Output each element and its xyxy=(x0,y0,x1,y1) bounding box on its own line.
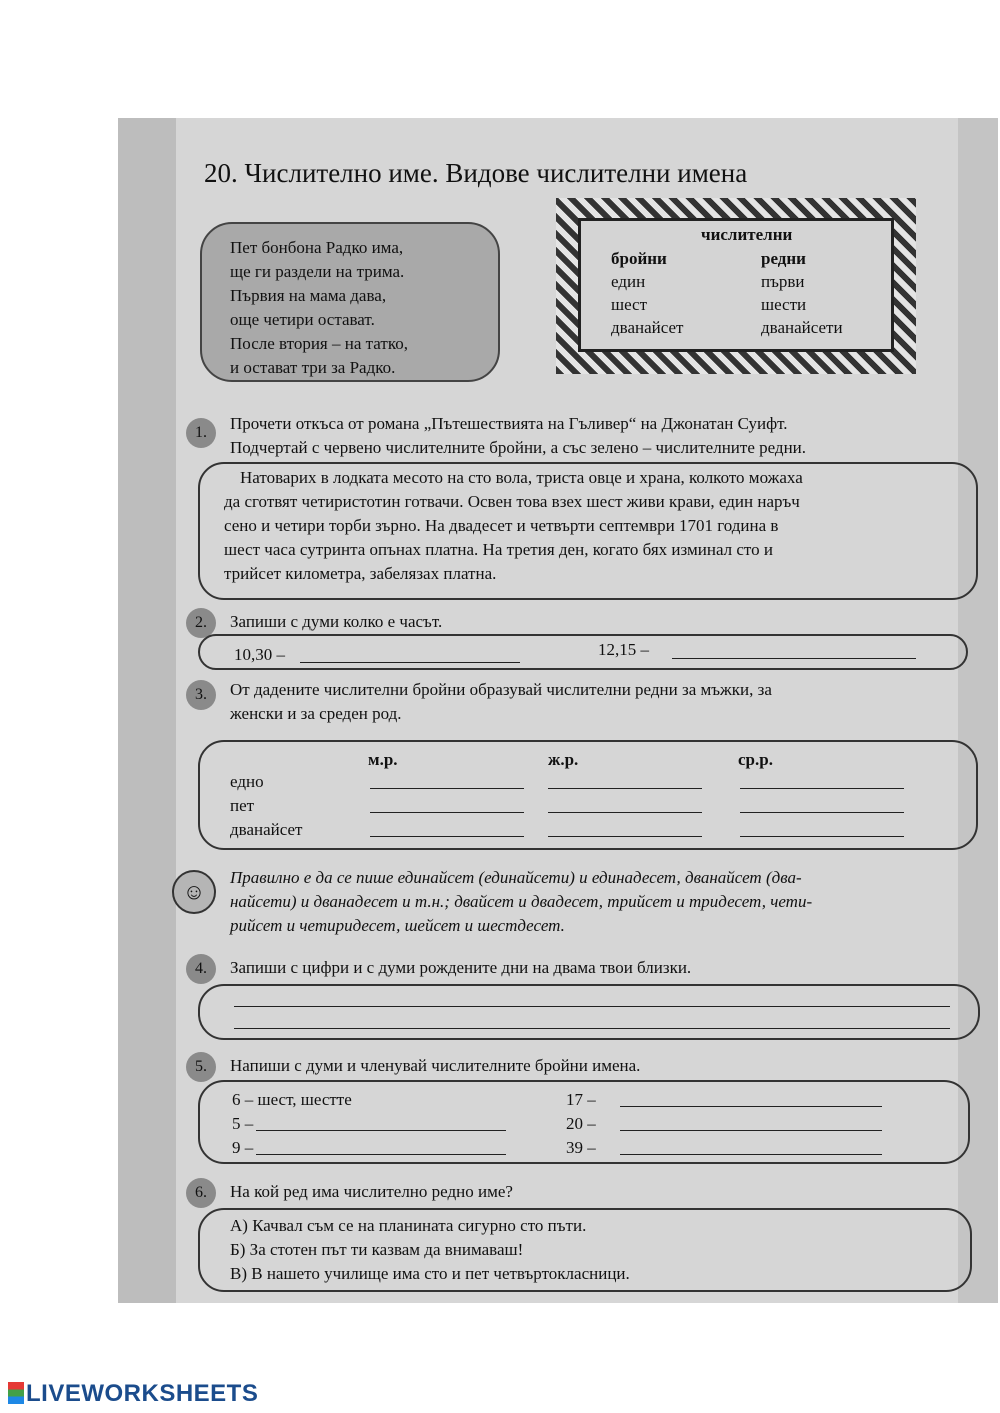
q6-option[interactable]: А) Качвал съм се на планината сигурно сто пъти. xyxy=(230,1216,587,1235)
table-cell: шест xyxy=(611,295,648,314)
poem-line: и остават три за Радко. xyxy=(230,358,396,377)
answer-line[interactable] xyxy=(620,1154,882,1155)
q2-answer-box xyxy=(198,634,968,670)
q1-instructions xyxy=(230,412,806,460)
q6-options-box xyxy=(198,1208,972,1292)
q5-item: 9 – xyxy=(232,1138,254,1157)
q2-label-b: 12,15 – xyxy=(598,640,649,659)
poem-line: ще ги раздели на трима. xyxy=(230,262,405,281)
passage-line: Натоварих в лодката месото на сто вола, триста овце и храна, колкото можаха xyxy=(240,468,803,487)
q2-instructions: Запиши с думи колко е часът. xyxy=(230,612,443,631)
answer-line[interactable] xyxy=(234,1028,950,1029)
q2-answer-line-a[interactable] xyxy=(300,662,520,663)
answer-line[interactable] xyxy=(740,836,904,837)
q3-row-label: пет xyxy=(230,796,255,815)
table-cell: дванайсет xyxy=(611,318,684,337)
q5-answer-box xyxy=(198,1080,970,1164)
q3-header-fem: ж.р. xyxy=(548,750,579,769)
table-heading: числителни xyxy=(701,225,793,244)
passage-line: шест часа сутринта опънах платна. На третия ден, когато бях изминал сто и xyxy=(224,540,773,559)
numerals-table-frame xyxy=(556,198,916,374)
q2-label-a: 10,30 – xyxy=(234,645,285,664)
table-cell: един xyxy=(611,272,646,291)
numerals-table xyxy=(578,218,894,352)
q4-instructions: Запиши с цифри и с думи рождените дни на двама твои близки. xyxy=(230,958,692,977)
table-cell: първи xyxy=(761,272,805,291)
col1-header: бройни xyxy=(611,249,667,268)
col2-header: редни xyxy=(761,249,806,268)
passage-line: сено и четири торби зърно. На двадесет и четвърти септември 1701 година в xyxy=(224,516,779,535)
answer-line[interactable] xyxy=(370,836,524,837)
q3-header-masc: м.р. xyxy=(368,750,398,769)
passage-line: трийсет километра, забелязах платна. xyxy=(224,564,497,583)
q2-answer-line-b[interactable] xyxy=(672,658,916,659)
liveworksheets-logo-icon xyxy=(8,1382,24,1404)
footer-brand-text: LIVEWORKSHEETS xyxy=(26,1380,259,1407)
answer-line[interactable] xyxy=(548,812,702,813)
note-line: рийсет и четиридесет, шейсет и шестдесет. xyxy=(230,916,565,935)
q5-item: 6 – шест, шестте xyxy=(232,1090,352,1109)
answer-line[interactable] xyxy=(740,812,904,813)
answer-line[interactable] xyxy=(620,1130,882,1131)
page-left-margin xyxy=(118,118,176,1303)
question-number: 2. xyxy=(186,608,216,638)
answer-line[interactable] xyxy=(256,1130,506,1131)
q1-text-line: Подчертай с червено числителните бройни, а със зелено – числителните редни. xyxy=(230,438,807,457)
question-number: 3. xyxy=(186,680,216,710)
q3-row-label: дванайсет xyxy=(230,820,303,839)
q3-row-label: едно xyxy=(230,772,264,791)
q3-header-neut: ср.р. xyxy=(738,750,773,769)
note-line: Правилно е да се пише единайсет (единайсети) и единадесет, дванайсет (два- xyxy=(230,868,802,887)
answer-line[interactable] xyxy=(740,788,904,789)
answer-line[interactable] xyxy=(234,1006,950,1007)
q4-answer-box xyxy=(198,984,980,1040)
q6-option[interactable]: В) В нашето училище има сто и пет четвъртокласници. xyxy=(230,1264,630,1283)
table-cell: шести xyxy=(761,295,807,314)
q1-passage-box xyxy=(198,462,978,600)
question-number: 1. xyxy=(186,418,216,448)
note-line: найсети) и дванадесет и т.н.; двайсет и двадесет, трийсет и тридесет, чети- xyxy=(230,892,813,911)
footer-brand[interactable] xyxy=(8,1380,258,1408)
question-number: 6. xyxy=(186,1178,216,1208)
q5-item: 20 – xyxy=(566,1114,596,1133)
answer-line[interactable] xyxy=(620,1106,882,1107)
table-col-ordinal xyxy=(761,247,843,339)
poem-box xyxy=(200,222,500,382)
q3-instructions xyxy=(230,678,772,726)
answer-line[interactable] xyxy=(370,812,524,813)
q3-answer-box xyxy=(198,740,978,850)
poem-line: После втория – на татко, xyxy=(230,334,408,353)
table-cell: дванайсети xyxy=(761,318,843,337)
poem-line: Пет бонбона Радко има, xyxy=(230,238,404,257)
question-number: 4. xyxy=(186,954,216,984)
answer-line[interactable] xyxy=(548,836,702,837)
q5-instructions: Напиши с думи и членувай числителните бройни имена. xyxy=(230,1056,641,1075)
q3-text-line: женски и за среден род. xyxy=(230,704,402,723)
table-col-cardinal xyxy=(611,247,683,339)
poem-line: Първия на мама дава, xyxy=(230,286,387,305)
answer-line[interactable] xyxy=(256,1154,506,1155)
answer-line[interactable] xyxy=(370,788,524,789)
question-number: 5. xyxy=(186,1052,216,1082)
poem-line: още четири остават. xyxy=(230,310,375,329)
lesson-title: 20. Числително име. Видове числителни имена xyxy=(204,158,748,188)
q6-option[interactable]: Б) За стотен път ти казвам да внимаваш! xyxy=(230,1240,524,1259)
q1-text-line: Прочети откъса от романа „Пътешествията на Гъливер“ на Джонатан Суифт. xyxy=(230,414,788,433)
smiley-icon: ☺ xyxy=(172,870,216,914)
passage-line: да сготвят четиристотин готвачи. Освен това взех шест живи крави, един наръч xyxy=(224,492,800,511)
answer-line[interactable] xyxy=(548,788,702,789)
q5-item: 17 – xyxy=(566,1090,596,1109)
q5-item: 39 – xyxy=(566,1138,596,1157)
q6-instructions: На кой ред има числително редно име? xyxy=(230,1182,513,1201)
worksheet-page xyxy=(118,118,998,1303)
q3-text-line: От дадените числителни бройни образувай числителни редни за мъжки, за xyxy=(230,680,772,699)
spelling-note xyxy=(230,866,812,938)
q5-item: 5 – xyxy=(232,1114,254,1133)
